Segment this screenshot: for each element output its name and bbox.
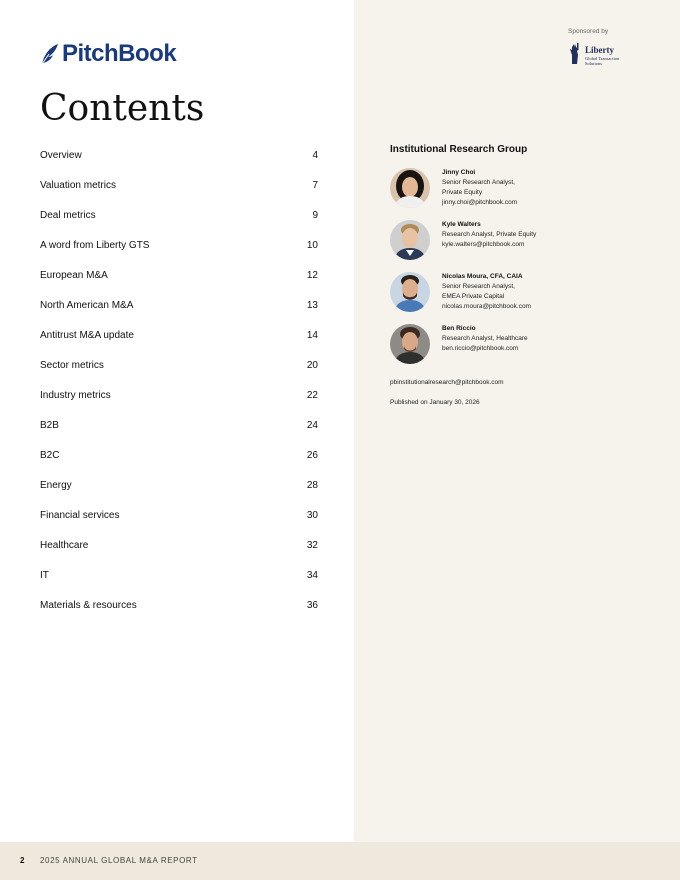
toc-page: 30: [306, 509, 318, 521]
report-title: 2025 ANNUAL GLOBAL M&A REPORT: [40, 856, 198, 865]
person-email[interactable]: jinny.choi@pitchbook.com: [442, 199, 518, 206]
person-email[interactable]: nicolas.moura@pitchbook.com: [442, 303, 531, 310]
toc-item[interactable]: [40, 170, 318, 200]
toc-page: 20: [306, 359, 318, 371]
person-detail: Research Analyst, Healthcare: [442, 335, 528, 342]
toc-label: B2C: [40, 449, 60, 461]
toc-item[interactable]: [40, 530, 318, 560]
toc-page: 12: [306, 269, 318, 281]
liberty-logo[interactable]: [568, 41, 619, 66]
right-panel: [354, 0, 680, 842]
sponsor-block: [568, 28, 619, 66]
toc-item[interactable]: [40, 140, 318, 170]
toc-item[interactable]: [40, 350, 318, 380]
toc-item[interactable]: [40, 500, 318, 530]
person-email[interactable]: kyle.walters@pitchbook.com: [442, 241, 525, 248]
toc-item[interactable]: [40, 410, 318, 440]
page-number: 2: [20, 856, 25, 865]
toc-page: 36: [306, 599, 318, 611]
group-contact-email[interactable]: pbinstitutionalresearch@pitchbook.com: [390, 379, 504, 386]
published-date: Published on January 30, 2026: [390, 399, 480, 406]
toc-label: Overview: [40, 149, 82, 161]
toc-page: 14: [306, 329, 318, 341]
person-detail: Senior Research Analyst,: [442, 179, 515, 186]
toc-item[interactable]: [40, 320, 318, 350]
toc-label: Healthcare: [40, 539, 89, 551]
toc-label: A word from Liberty GTS: [40, 239, 150, 251]
toc-page: 24: [306, 419, 318, 431]
research-group-title: Institutional Research Group: [390, 144, 528, 155]
toc-page: 34: [306, 569, 318, 581]
toc-page: 7: [312, 179, 318, 191]
person-detail: Senior Research Analyst,: [442, 283, 515, 290]
toc-item[interactable]: [40, 590, 318, 620]
toc-item[interactable]: [40, 290, 318, 320]
table-of-contents: [40, 140, 318, 620]
avatar: [390, 324, 430, 364]
person-name: Nicolas Moura, CFA, CAIA: [442, 273, 523, 280]
footer: [0, 842, 680, 880]
person-card: [390, 324, 528, 364]
person-card: [390, 272, 531, 312]
toc-page: 9: [312, 209, 318, 221]
toc-item[interactable]: [40, 230, 318, 260]
toc-label: North American M&A: [40, 299, 134, 311]
logo-wordmark: PitchBook: [62, 40, 177, 67]
toc-item[interactable]: [40, 380, 318, 410]
toc-label: IT: [40, 569, 49, 581]
toc-label: Deal metrics: [40, 209, 96, 221]
toc-label: B2B: [40, 419, 59, 431]
pitchbook-logo[interactable]: [40, 40, 176, 68]
toc-label: Sector metrics: [40, 359, 104, 371]
toc-label: Materials & resources: [40, 599, 137, 611]
toc-label: European M&A: [40, 269, 108, 281]
sponsor-name: Liberty: [585, 45, 614, 55]
sponsor-subtitle-1: Global Transaction: [585, 56, 620, 61]
person-email[interactable]: ben.riccio@pitchbook.com: [442, 345, 519, 352]
sponsor-label: Sponsored by: [568, 28, 609, 35]
toc-page: 10: [306, 239, 318, 251]
toc-item[interactable]: [40, 440, 318, 470]
toc-label: Valuation metrics: [40, 179, 116, 191]
toc-page: 4: [312, 149, 318, 161]
toc-page: 22: [306, 389, 318, 401]
sponsor-subtitle-2: Solutions: [585, 60, 603, 66]
person-name: Jinny Choi: [442, 169, 476, 176]
avatar: [390, 220, 430, 260]
toc-item[interactable]: [40, 200, 318, 230]
toc-item[interactable]: [40, 260, 318, 290]
person-name: Kyle Walters: [442, 221, 481, 228]
toc-label: Industry metrics: [40, 389, 111, 401]
toc-label: Financial services: [40, 509, 120, 521]
toc-label: Antitrust M&A update: [40, 329, 134, 341]
toc-page: 32: [306, 539, 318, 551]
toc-item[interactable]: [40, 560, 318, 590]
avatar: [390, 168, 430, 208]
toc-item[interactable]: [40, 470, 318, 500]
person-detail: Research Analyst, Private Equity: [442, 231, 537, 238]
toc-page: 26: [306, 449, 318, 461]
quill-logo-icon: [40, 42, 60, 66]
person-card: [390, 220, 536, 260]
toc-page: 13: [306, 299, 318, 311]
avatar: [390, 272, 430, 312]
toc-label: Energy: [40, 479, 72, 491]
person-detail: Private Equity: [442, 189, 483, 196]
person-detail: EMEA Private Capital: [442, 293, 505, 300]
person-name: Ben Riccio: [442, 325, 476, 332]
page-title: Contents: [40, 88, 205, 129]
statue-of-liberty-icon: [568, 43, 582, 65]
toc-page: 28: [306, 479, 318, 491]
person-card: [390, 168, 517, 208]
